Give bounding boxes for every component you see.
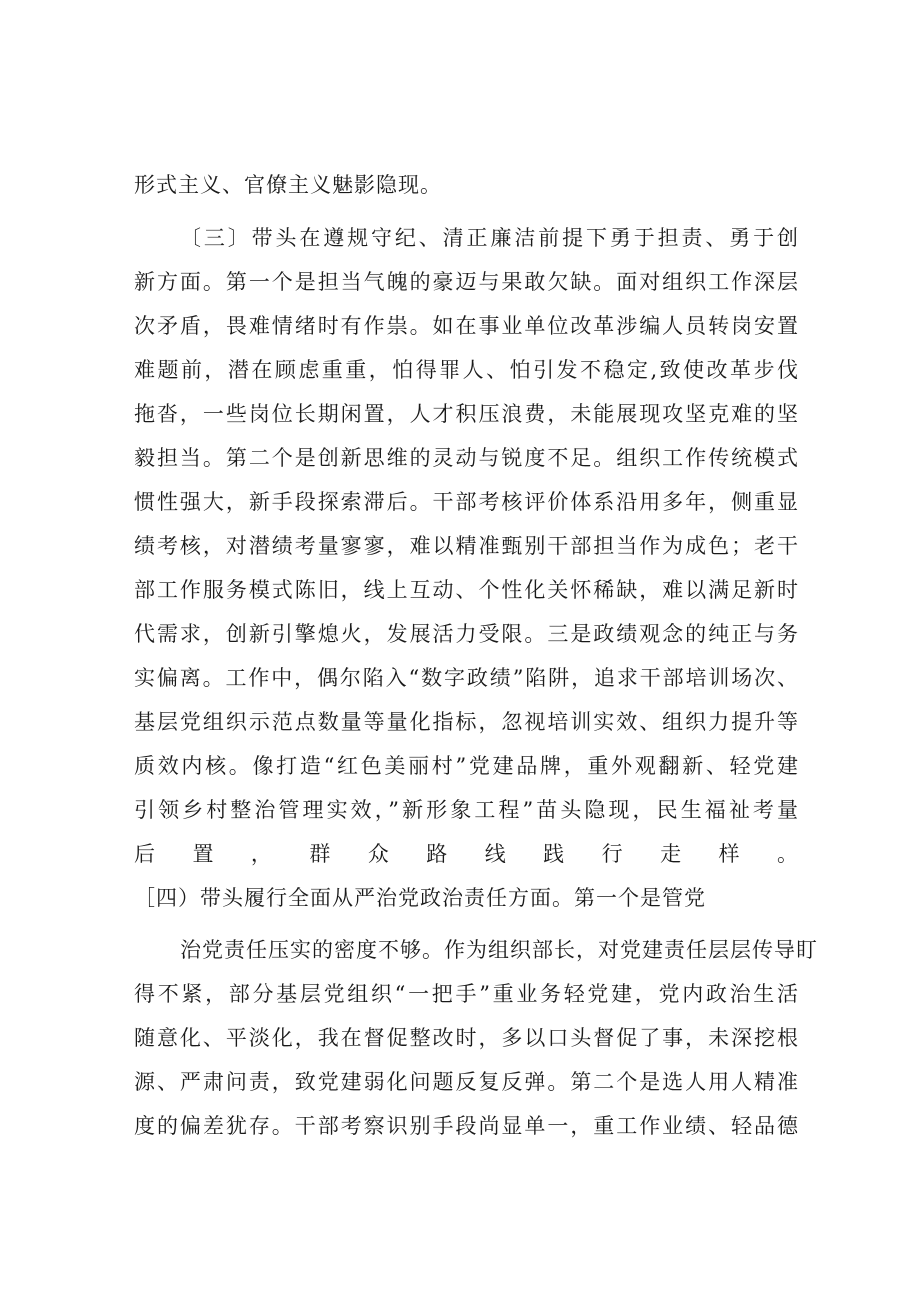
paragraph-line: ［四）带头履行全面从严治党政治责任方面。第一个是管党 <box>134 886 706 910</box>
paragraph-line: 基层党组织示范点数量等量化指标，忽视培训实效、组织力提升等 <box>134 710 799 734</box>
paragraph-line <box>134 1150 799 1190</box>
paragraph-line: 度的偏差犹存。干部考察识别手段尚显单一，重工作业绩、轻品德 <box>134 1114 799 1138</box>
paragraph-line: 实偏离。工作中，偶尔陷入“数字政绩”陷阱，追求干部培训场次、 <box>134 666 799 690</box>
paragraph-line: 惯性强大，新手段探索滞后。干部考核评价体系沿用多年，侧重显 <box>134 490 799 514</box>
paragraph-line: 毅担当。第二个是创新思维的灵动与锐度不足。组织工作传统模式 <box>134 446 799 470</box>
paragraph-line: 源、严肃问责，致党建弱化问题反复反弹。第二个是选人用人精准 <box>134 1070 799 1094</box>
paragraph-line: 拖沓，一些岗位长期闲置，人才积压浪费，未能展现攻坚克难的坚 <box>134 402 799 426</box>
paragraph-line: 次矛盾，畏难情绪时有作祟。如在事业单位改革涉编人员转岗安置 <box>134 314 799 338</box>
paragraph-line: 质效内核。像打造“红色美丽村”党建品牌，重外观翻新、轻党建 <box>134 754 799 778</box>
paragraph-line: 新方面。第一个是担当气魄的豪迈与果敢欠缺。面对组织工作深层 <box>134 270 799 294</box>
paragraph-line: 随意化、平淡化，我在督促整改时，多以口头督促了事，未深挖根 <box>134 1026 799 1050</box>
paragraph-line: 引领乡村整治管理实效，”新形象工程”苗头隐现，民生福祉考量 <box>134 798 799 822</box>
paragraph-line: 得不紧，部分基层党组织“一把手”重业务轻党建，党内政治生活 <box>134 982 799 1006</box>
paragraph-line: 后置，群众路线践行走样。 <box>134 842 799 866</box>
paragraph-line: 部工作服务模式陈旧，线上互动、个性化关怀稀缺，难以满足新时 <box>134 578 799 602</box>
paragraph-line: 代需求，创新引擎熄火，发展活力受限。三是政绩观念的纯正与务 <box>134 622 799 646</box>
paragraph-line: 形式主义、官僚主义魅影隐现。 <box>134 173 442 197</box>
paragraph-line: 绩考核，对潜绩考量寥寥，难以精准甄别干部担当作为成色；老干 <box>134 534 799 558</box>
paragraph-heading-line: 〔三〕带头在遵规守纪、清正廉洁前提下勇于担责、勇于创 <box>180 226 799 250</box>
paragraph-line: 难题前，潜在顾虑重重，怕得罪人、怕引发不稳定,致使改革步伐 <box>134 358 799 382</box>
paragraph-heading-line: 治党责任压实的密度不够。作为组织部长，对党建责任层层传导盯 <box>180 938 818 962</box>
